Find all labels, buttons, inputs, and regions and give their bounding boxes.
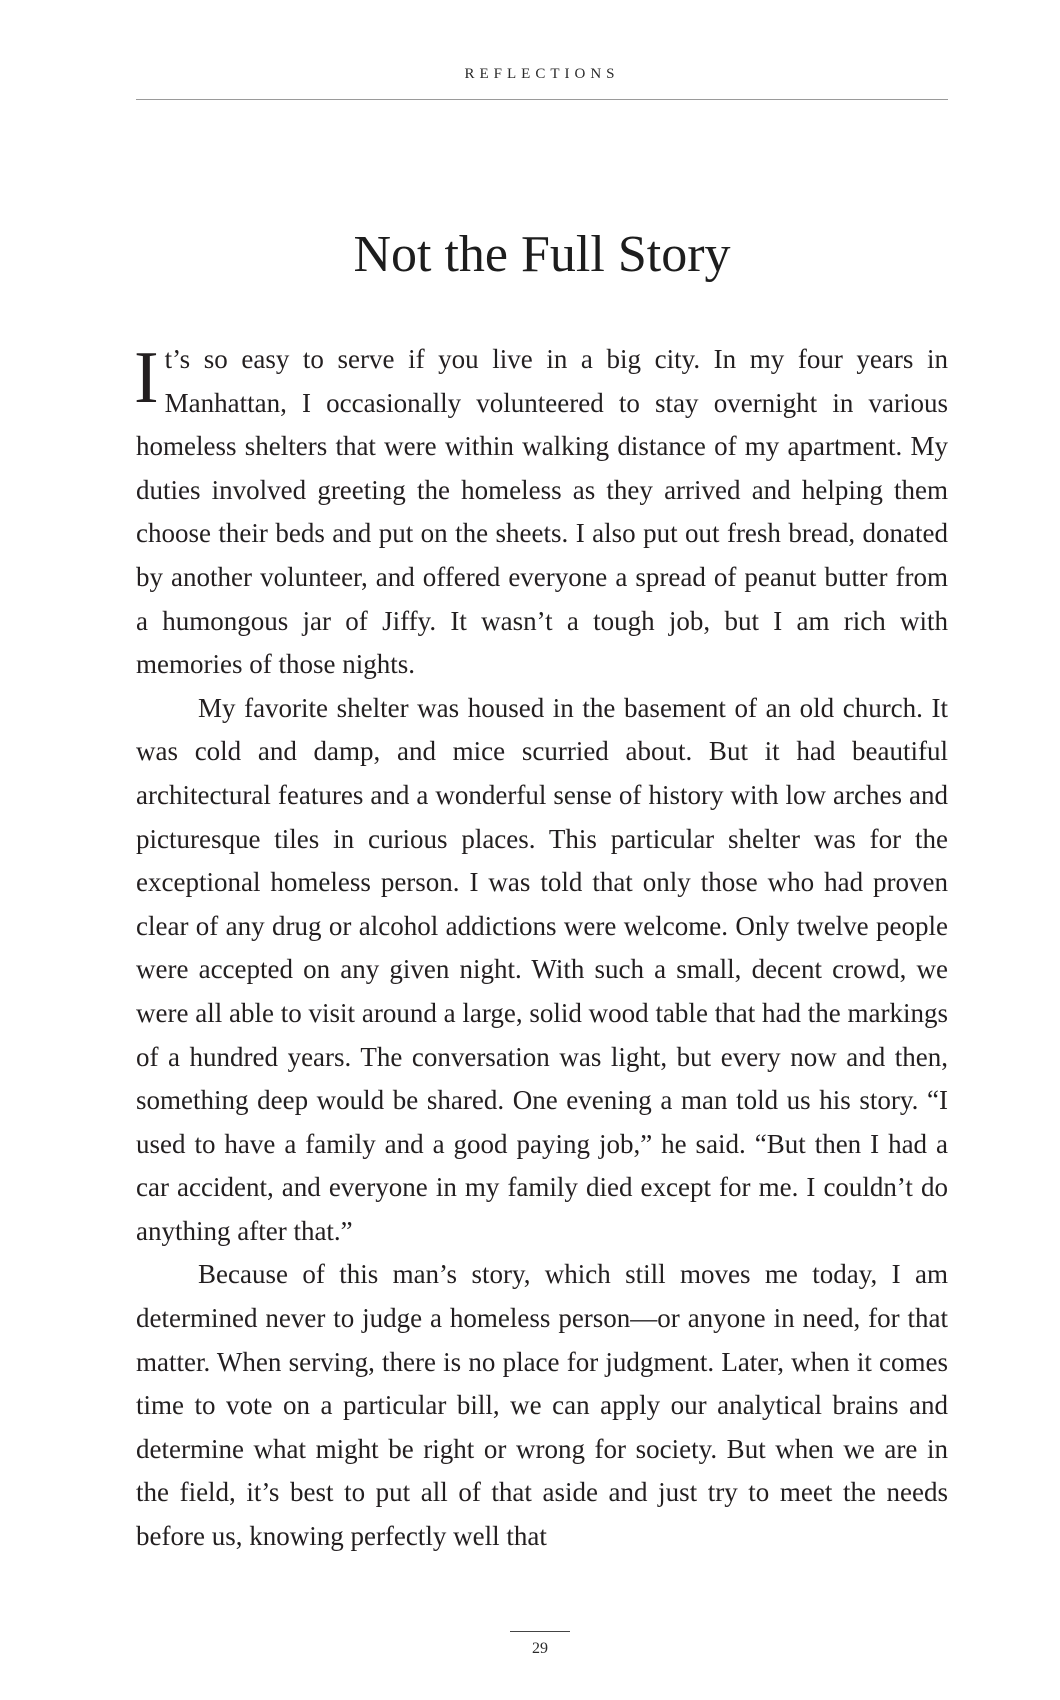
- paragraph-2: My favorite shelter was housed in the basement of an old church. It was cold and damp, and mice scurried about. But it had beautiful architectural features and a wonderful sense of history with low arches and picturesque tiles in curious places. This particular shelter was for the exceptional homeless person. I was told that only those who had proven clear of any drug or alcohol addictions were welcome. Only twelve people were accepted on any given night. With such a small, decent crowd, we were all able to visit around a large, solid wood table that had the markings of a hundred years. The conversation was light, but every now and then, something deep would be shared. One evening a man told us his story. “I used to have a family and a good paying job,” he said. “But then I had a car accident, and everyone in my family died except for me. I couldn’t do anything after that.”: [136, 692, 948, 1246]
- folio-rule: [510, 1631, 570, 1632]
- paragraph-3: Because of this man’s story, which still moves me today, I am determined never to judge a homeless person—or anyone in need, for that matter. When serving, there is no place for judgment. Later, when it comes time to vote on a particular bill, we can apply our analytical brains and determine what might be right or wrong for society. But when we are in the field, it’s best to put all of that aside and just try to meet the needs before us, knowing perfectly well that: [136, 1259, 948, 1552]
- chapter-title: Not the Full Story: [353, 226, 731, 283]
- drop-cap: I: [134, 337, 159, 419]
- body-text: [136, 338, 948, 1559]
- header-rule: [136, 99, 948, 100]
- paragraph-1: [136, 338, 948, 687]
- page-number: 29: [532, 1640, 548, 1657]
- paragraph-1-text: t’s so easy to serve if you live in a big city. In my four years in Manhattan, I occasionally volunteered to stay overnight in various homeless shelters that were within walking distance of my apartment. My duties involved greeting the homeless as they arrived and helping them choose their beds and put on the sheets. I also put out fresh bread, donated by another volunteer, and offered everyone a spread of peanut butter from a humongous jar of Jiffy. It wasn’t a tough job, but I am rich with memories of those nights.: [136, 344, 948, 680]
- running-head: REFLECTIONS: [464, 66, 620, 82]
